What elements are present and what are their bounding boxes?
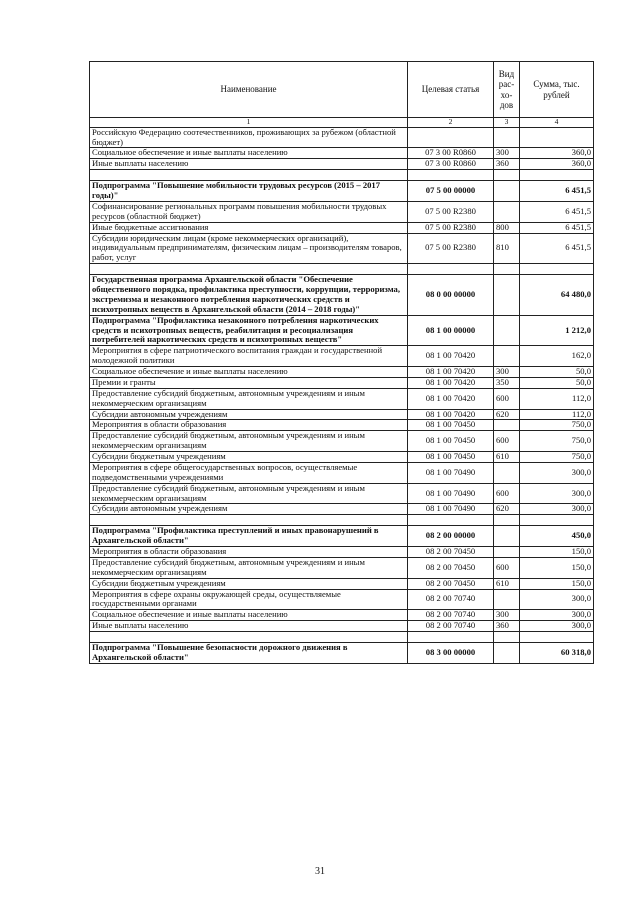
target-code-cell: 08 2 00 00000 <box>408 526 494 547</box>
expense-type-cell: 810 <box>494 233 520 264</box>
expense-type-cell <box>494 526 520 547</box>
header-target: Целевая статья <box>408 62 494 118</box>
amount-cell: 450,0 <box>520 526 594 547</box>
header-name: Наименование <box>90 62 408 118</box>
expense-type-cell <box>494 462 520 483</box>
name-cell: Иные бюджетные ассигнования <box>90 222 408 233</box>
table-row <box>90 127 594 148</box>
amount-cell: 6 451,5 <box>520 201 594 222</box>
target-code-cell: 08 1 00 70420 <box>408 377 494 388</box>
target-code-cell: 07 5 00 R2380 <box>408 222 494 233</box>
expense-type-cell: 300 <box>494 367 520 378</box>
name-cell: Субсидии бюджетным учреждениям <box>90 578 408 589</box>
empty-cell <box>520 170 594 181</box>
empty-cell <box>90 632 408 643</box>
name-cell: Субсидии автономным учреждениям <box>90 409 408 420</box>
empty-cell <box>494 264 520 275</box>
empty-cell <box>520 632 594 643</box>
expense-type-cell <box>494 127 520 148</box>
empty-cell <box>408 264 494 275</box>
expense-type-cell: 600 <box>494 557 520 578</box>
amount-cell: 64 480,0 <box>520 275 594 316</box>
name-cell: Мероприятия в области образования <box>90 547 408 558</box>
table-row <box>90 233 594 264</box>
amount-cell: 60 318,0 <box>520 643 594 664</box>
expense-type-cell <box>494 315 520 346</box>
name-cell: Подпрограмма "Повышение мобильности трудовых ресурсов (2015 – 2017 годы)" <box>90 181 408 202</box>
target-code-cell <box>408 127 494 148</box>
column-number: 4 <box>520 118 594 128</box>
empty-cell <box>408 515 494 526</box>
name-cell: Мероприятия в сфере охраны окружающей среды, осуществляемые государственными органами <box>90 589 408 610</box>
table-row <box>90 315 594 346</box>
empty-cell <box>90 264 408 275</box>
empty-cell <box>90 515 408 526</box>
amount-cell: 6 451,5 <box>520 222 594 233</box>
spacer-row <box>90 170 594 181</box>
target-code-cell: 07 3 00 R0860 <box>408 159 494 170</box>
expense-type-cell: 610 <box>494 578 520 589</box>
name-cell: Подпрограмма "Профилактика незаконного потребления наркотических средств и психотропных веществ, реабилитация и ресоциализация потребителей наркотических средств и психотропных веществ" <box>90 315 408 346</box>
column-number: 3 <box>494 118 520 128</box>
table-row <box>90 275 594 316</box>
target-code-cell: 08 2 00 70740 <box>408 610 494 621</box>
expense-type-cell <box>494 547 520 558</box>
amount-cell: 1 212,0 <box>520 315 594 346</box>
expense-type-cell: 300 <box>494 610 520 621</box>
table-row <box>90 589 594 610</box>
table-row <box>90 547 594 558</box>
name-cell: Премии и гранты <box>90 377 408 388</box>
name-cell: Иные выплаты населению <box>90 621 408 632</box>
amount-cell: 300,0 <box>520 610 594 621</box>
amount-cell: 750,0 <box>520 452 594 463</box>
target-code-cell: 08 1 00 70490 <box>408 483 494 504</box>
page-number: 31 <box>315 866 325 877</box>
empty-cell <box>494 170 520 181</box>
amount-cell: 360,0 <box>520 148 594 159</box>
empty-cell <box>408 632 494 643</box>
table-row <box>90 557 594 578</box>
expense-type-cell: 360 <box>494 159 520 170</box>
amount-cell: 300,0 <box>520 462 594 483</box>
expense-type-cell: 610 <box>494 452 520 463</box>
amount-cell: 750,0 <box>520 431 594 452</box>
amount-cell: 360,0 <box>520 159 594 170</box>
expense-type-cell: 600 <box>494 431 520 452</box>
amount-cell: 150,0 <box>520 557 594 578</box>
table-row <box>90 483 594 504</box>
amount-cell: 150,0 <box>520 547 594 558</box>
table-row <box>90 346 594 367</box>
empty-cell <box>520 264 594 275</box>
expense-type-cell <box>494 643 520 664</box>
expense-type-cell: 620 <box>494 409 520 420</box>
expense-type-cell <box>494 275 520 316</box>
budget-table <box>89 61 594 664</box>
name-cell: Социальное обеспечение и иные выплаты населению <box>90 148 408 159</box>
target-code-cell: 08 2 00 70450 <box>408 557 494 578</box>
expense-type-cell <box>494 346 520 367</box>
table-row <box>90 504 594 515</box>
name-cell: Предоставление субсидий бюджетным, автономным учреждениям и иным некоммерческим организациям <box>90 431 408 452</box>
header-type: Вид рас-хо-дов <box>494 62 520 118</box>
table-row <box>90 643 594 664</box>
amount-cell: 300,0 <box>520 483 594 504</box>
table-row <box>90 452 594 463</box>
table-row <box>90 621 594 632</box>
expense-type-cell <box>494 201 520 222</box>
name-cell: Субсидии юридическим лицам (кроме некоммерческих организаций), индивидуальным предпринимателям, физическим лицам – производителям товаров, работ, услуг <box>90 233 408 264</box>
name-cell: Софинансирование региональных программ повышения мобильности трудовых ресурсов (областной бюджет) <box>90 201 408 222</box>
expense-type-cell <box>494 589 520 610</box>
name-cell: Предоставление субсидий бюджетным, автономным учреждениям и иным некоммерческим организациям <box>90 388 408 409</box>
table-row <box>90 526 594 547</box>
name-cell: Мероприятия в сфере общегосударственных вопросов, осуществляемые подведомственными учреждениями <box>90 462 408 483</box>
column-number: 1 <box>90 118 408 128</box>
amount-cell: 750,0 <box>520 420 594 431</box>
target-code-cell: 08 1 00 70420 <box>408 388 494 409</box>
table-row <box>90 431 594 452</box>
target-code-cell: 08 2 00 70450 <box>408 578 494 589</box>
expense-type-cell: 360 <box>494 621 520 632</box>
amount-cell: 300,0 <box>520 589 594 610</box>
empty-cell <box>520 515 594 526</box>
table-row <box>90 409 594 420</box>
spacer-row <box>90 632 594 643</box>
target-code-cell: 07 5 00 R2380 <box>408 201 494 222</box>
table-row <box>90 148 594 159</box>
target-code-cell: 08 1 00 70420 <box>408 409 494 420</box>
name-cell: Подпрограмма "Профилактика преступлений и иных правонарушений в Архангельской области" <box>90 526 408 547</box>
column-number: 2 <box>408 118 494 128</box>
header-sum: Сумма, тыс. рублей <box>520 62 594 118</box>
amount-cell: 6 451,5 <box>520 233 594 264</box>
expense-type-cell: 350 <box>494 377 520 388</box>
target-code-cell: 08 1 00 70420 <box>408 346 494 367</box>
name-cell: Субсидии бюджетным учреждениям <box>90 452 408 463</box>
amount-cell: 162,0 <box>520 346 594 367</box>
name-cell: Предоставление субсидий бюджетным, автономным учреждениям и иным некоммерческим организациям <box>90 557 408 578</box>
target-code-cell: 08 1 00 70450 <box>408 420 494 431</box>
target-code-cell: 07 3 00 R0860 <box>408 148 494 159</box>
target-code-cell: 08 2 00 70740 <box>408 589 494 610</box>
table-row <box>90 159 594 170</box>
table-row <box>90 181 594 202</box>
table-row <box>90 578 594 589</box>
expense-type-cell: 600 <box>494 483 520 504</box>
amount-cell: 300,0 <box>520 504 594 515</box>
table-row <box>90 222 594 233</box>
name-cell: Социальное обеспечение и иные выплаты населению <box>90 367 408 378</box>
expense-type-cell <box>494 420 520 431</box>
expense-type-cell: 600 <box>494 388 520 409</box>
amount-cell: 112,0 <box>520 388 594 409</box>
target-code-cell: 08 1 00 70490 <box>408 504 494 515</box>
target-code-cell: 08 0 00 00000 <box>408 275 494 316</box>
amount-cell: 112,0 <box>520 409 594 420</box>
empty-cell <box>408 170 494 181</box>
target-code-cell: 08 1 00 70420 <box>408 367 494 378</box>
name-cell: Российскую Федерацию соотечественников, проживающих за рубежом (областной бюджет) <box>90 127 408 148</box>
table-row <box>90 388 594 409</box>
amount-cell: 6 451,5 <box>520 181 594 202</box>
target-code-cell: 08 1 00 70450 <box>408 431 494 452</box>
table-row <box>90 377 594 388</box>
empty-cell <box>494 632 520 643</box>
name-cell: Мероприятия в области образования <box>90 420 408 431</box>
amount-cell: 150,0 <box>520 578 594 589</box>
expense-type-cell: 620 <box>494 504 520 515</box>
target-code-cell: 08 1 00 70490 <box>408 462 494 483</box>
table-row <box>90 610 594 621</box>
amount-cell: 50,0 <box>520 377 594 388</box>
table-row <box>90 201 594 222</box>
target-code-cell: 08 2 00 70450 <box>408 547 494 558</box>
empty-cell <box>494 515 520 526</box>
target-code-cell: 08 2 00 70740 <box>408 621 494 632</box>
target-code-cell: 08 1 00 00000 <box>408 315 494 346</box>
name-cell: Социальное обеспечение и иные выплаты населению <box>90 610 408 621</box>
spacer-row <box>90 264 594 275</box>
spacer-row <box>90 515 594 526</box>
table-row <box>90 462 594 483</box>
name-cell: Субсидии автономным учреждениям <box>90 504 408 515</box>
target-code-cell: 07 5 00 00000 <box>408 181 494 202</box>
target-code-cell: 07 5 00 R2380 <box>408 233 494 264</box>
name-cell: Мероприятия в сфере патриотического воспитания граждан и государственной молодежной политики <box>90 346 408 367</box>
expense-type-cell: 300 <box>494 148 520 159</box>
table-row <box>90 420 594 431</box>
name-cell: Предоставление субсидий бюджетным, автономным учреждениям и иным некоммерческим организациям <box>90 483 408 504</box>
amount-cell: 50,0 <box>520 367 594 378</box>
name-cell: Иные выплаты населению <box>90 159 408 170</box>
expense-type-cell: 800 <box>494 222 520 233</box>
amount-cell <box>520 127 594 148</box>
expense-type-cell <box>494 181 520 202</box>
amount-cell: 300,0 <box>520 621 594 632</box>
target-code-cell: 08 3 00 00000 <box>408 643 494 664</box>
name-cell: Государственная программа Архангельской области "Обеспечение общественного порядка, профилактика преступности, коррупции, терроризма, экстремизма и незаконного потребления наркотических средств и психотропных веществ в Архангельской области (2014 – 2018 годы)" <box>90 275 408 316</box>
table-row <box>90 367 594 378</box>
empty-cell <box>90 170 408 181</box>
target-code-cell: 08 1 00 70450 <box>408 452 494 463</box>
name-cell: Подпрограмма "Повышение безопасности дорожного движения в Архангельской области" <box>90 643 408 664</box>
